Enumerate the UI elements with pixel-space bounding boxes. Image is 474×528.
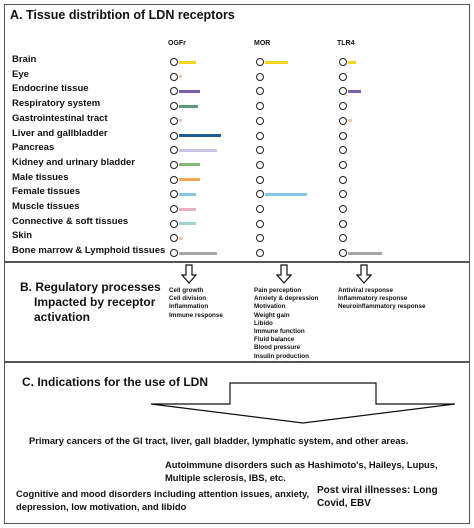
tissue-label: Female tissues (12, 186, 81, 198)
list-item: Insulin production (254, 352, 309, 360)
section-a-title: A. Tissue distribtion of LDN receptors (10, 8, 235, 22)
expression-bar-ogfr (179, 237, 183, 240)
tlr4-down-arrow (356, 264, 372, 284)
receptor-marker-tlr4 (339, 161, 347, 169)
ogfr-down-arrow (181, 264, 197, 284)
indication-cognitive-mood: Cognitive and mood disorders including attention issues, anxiety, depression, low motivation, and libido (16, 488, 310, 512)
receptor-marker-mor (256, 117, 264, 125)
tissue-label: Kidney and urinary bladder (12, 156, 135, 168)
column-header-tlr4: TLR4 (337, 40, 355, 47)
expression-bar-ogfr (179, 222, 196, 225)
tissue-label: Eye (12, 68, 29, 80)
receptor-marker-mor (256, 73, 264, 81)
list-item: Weight gain (254, 311, 290, 319)
list-item: Libido (254, 319, 273, 327)
tissue-label: Connective & soft tissues (12, 215, 129, 227)
mor-down-arrow (276, 264, 292, 284)
list-item: Motivation (254, 303, 286, 311)
list-item: Inflammatory response (338, 295, 408, 303)
receptor-marker-mor (256, 220, 264, 228)
expression-bar-ogfr (179, 90, 200, 93)
column-header-ogfr: OGFr (168, 40, 186, 47)
receptor-marker-tlr4 (339, 73, 347, 81)
list-item: Neuroinflammatory response (338, 303, 426, 311)
expression-bar-mor (265, 193, 307, 196)
receptor-marker-ogfr (170, 117, 178, 125)
list-item: Cell division (169, 295, 207, 303)
list-item: Fluid balance (254, 336, 295, 344)
receptor-marker-ogfr (170, 161, 178, 169)
expression-bar-ogfr (179, 119, 182, 122)
list-item: Immune function (254, 328, 305, 336)
receptor-marker-tlr4 (339, 220, 347, 228)
receptor-marker-mor (256, 132, 264, 140)
tissue-label: Muscle tissues (12, 201, 80, 212)
expression-bar-ogfr (179, 75, 182, 78)
expression-bar-ogfr (179, 105, 198, 108)
expression-bar-tlr4 (348, 90, 361, 93)
receptor-marker-mor (256, 161, 264, 169)
indication-cancers: Primary cancers of the GI tract, liver, gall bladder, lymphatic system, and other areas. (29, 435, 409, 446)
indication-post-viral: Post viral illnesses: Long Covid, EBV (317, 485, 438, 509)
expression-bar-mor (265, 61, 288, 64)
list-item: Antiviral response (338, 287, 393, 294)
expression-bar-tlr4 (348, 252, 382, 255)
ogfr-process-list (169, 287, 249, 320)
section-b-title-line2: Impacted by receptor (34, 295, 156, 309)
tlr4-process-list (338, 287, 464, 312)
expression-bar-ogfr (179, 163, 200, 166)
tissue-label: Liver and gallbladder (12, 127, 108, 139)
receptor-marker-tlr4 (339, 176, 347, 184)
section-c-title: C. Indications for the use of LDN (22, 375, 209, 389)
expression-bar-ogfr (179, 252, 217, 255)
tissue-label: Respiratory system (12, 98, 101, 110)
column-header-mor: MOR (254, 40, 271, 47)
list-item: Anxiety & depression (254, 295, 319, 303)
tissue-label: Brain (12, 54, 37, 65)
indications-down-arrow (150, 382, 456, 424)
tissue-label: Endocrine tissue (12, 83, 89, 95)
expression-bar-ogfr (179, 61, 196, 64)
list-item: Pain perception (254, 287, 302, 294)
expression-bar-ogfr (179, 193, 196, 196)
list-item: Immune response (169, 311, 223, 319)
receptor-marker-ogfr (170, 220, 178, 228)
expression-bar-tlr4 (348, 119, 352, 122)
expression-bar-ogfr (179, 149, 217, 152)
receptor-marker-tlr4 (339, 132, 347, 140)
tissue-label: Skin (12, 230, 33, 242)
list-item: Cell growth (169, 287, 204, 294)
expression-bar-ogfr (179, 208, 196, 211)
expression-bar-ogfr (179, 178, 200, 181)
receptor-marker-ogfr (170, 205, 178, 213)
list-item: Inflammation (169, 303, 209, 311)
receptor-marker-mor (256, 176, 264, 184)
indication-autoimmune: Autoimmune disorders such as Hashimoto's, Haileys, Lupus, Multiple sclerosis, IBS, etc. (165, 459, 438, 483)
mor-process-list (254, 287, 342, 369)
receptor-marker-ogfr (170, 132, 178, 140)
receptor-marker-tlr4 (339, 205, 347, 213)
receptor-marker-tlr4 (339, 58, 347, 66)
receptor-marker-tlr4 (339, 117, 347, 125)
expression-bar-tlr4 (348, 61, 356, 64)
receptor-marker-mor (256, 58, 264, 66)
tissue-label: Male tissues (12, 171, 69, 183)
section-b-title-line1: B. Regulatory processes (20, 280, 161, 294)
list-item: Blood pressure (254, 344, 301, 352)
tissue-label: Gastrointestinal tract (12, 112, 108, 124)
receptor-marker-ogfr (170, 73, 178, 81)
expression-bar-ogfr (179, 134, 221, 137)
tissue-label: Pancreas (12, 142, 55, 154)
section-b-title-line3: activation (34, 310, 91, 324)
receptor-marker-ogfr (170, 176, 178, 184)
receptor-marker-mor (256, 205, 264, 213)
tissue-label: Bone marrow & Lymphoid tissues (12, 245, 166, 257)
receptor-marker-ogfr (170, 58, 178, 66)
